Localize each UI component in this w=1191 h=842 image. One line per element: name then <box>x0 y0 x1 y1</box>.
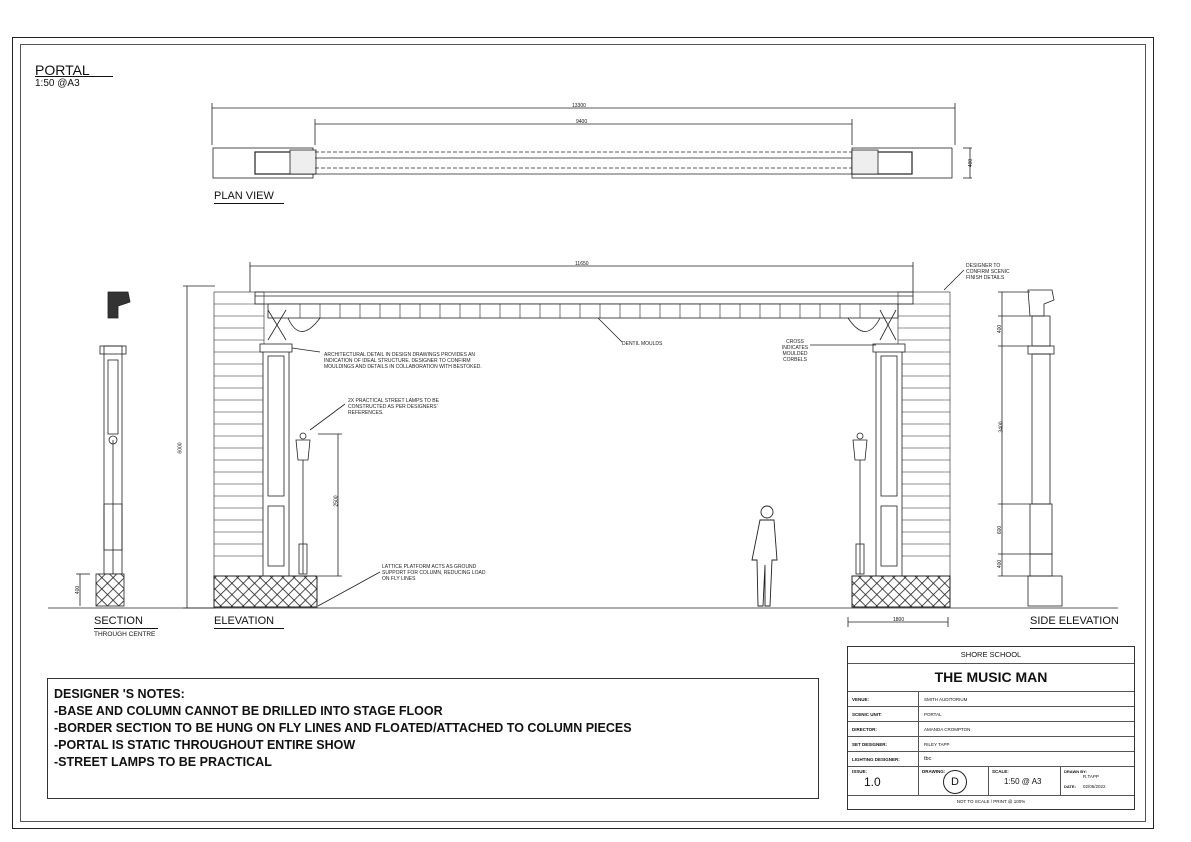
tb-divider <box>918 737 919 751</box>
annotation-lattice: LATTICE PLATFORM ACTS AS GROUND SUPPORT FOR COLUMN, REDUCING LOAD ON FLY LINES <box>382 564 486 582</box>
notes-line: -BORDER SECTION TO BE HUNG ON FLY LINES AND FLOATED/ATTACHED TO COLUMN PIECES <box>54 721 632 735</box>
label-plan-view: PLAN VIEW <box>214 190 274 202</box>
tb-issue-row <box>848 767 1134 796</box>
tb-set: RILEY TAPP <box>924 742 950 747</box>
annotation-cross: CROSS INDICATES MOULDED CORBELS <box>781 339 809 363</box>
dim-elev-height: 6000 <box>177 442 184 454</box>
dim-side-top: 400 <box>997 324 1004 334</box>
sheet-title: PORTAL <box>35 62 90 78</box>
tb-divider <box>918 707 919 721</box>
tb-divider <box>1060 767 1061 795</box>
plan-view <box>212 103 975 178</box>
tb-lighting-label: LIGHTING DESIGNER: <box>852 757 900 762</box>
tb-unit: PORTAL <box>924 712 942 717</box>
tb-divider <box>988 767 989 795</box>
tb-unit-row <box>848 707 1134 722</box>
tb-drawn-label: DRAWN BY: <box>1064 769 1087 774</box>
tb-production: THE MUSIC MAN <box>934 669 1048 685</box>
title-block <box>847 646 1135 810</box>
dim-side-mid: 3400 <box>998 421 1005 433</box>
tb-lighting: tbc <box>924 756 932 762</box>
elevation-underline <box>214 628 284 629</box>
tb-venue-label: VENUE: <box>852 697 870 702</box>
section-view <box>76 292 130 606</box>
tb-drawn: R.TAPP <box>1083 774 1099 779</box>
right-lamp <box>853 433 867 574</box>
dim-section-base: 400 <box>75 585 82 595</box>
designer-notes-box <box>47 678 819 799</box>
annotation-dentil: DENTIL MOULDS <box>622 341 663 347</box>
plan-underline <box>214 203 284 204</box>
side-elevation-view <box>998 290 1062 606</box>
label-section-sub: THROUGH CENTRE <box>94 631 156 638</box>
annotation-architectural: ARCHITECTURAL DETAIL IN DESIGN DRAWINGS PROVIDES AN INDICATION OF IDEAL STRUCTURE. DESIGNER TO CONFIRM MOULDINGS AND DETAILS IN COLLABORATION WITH BESTOKED. <box>324 352 482 370</box>
tb-director: AMANDA CROMPTON <box>924 727 971 732</box>
annotation-lamps: 2X PRACTICAL STREET LAMPS TO BE CONSTRUCTED AS PER DESIGNERS' REFERENCES. <box>348 398 439 416</box>
dim-side-base: 400 <box>997 559 1004 569</box>
right-rustication <box>898 292 950 576</box>
tb-drawing: D <box>943 770 967 794</box>
elevation-view <box>48 262 1118 627</box>
label-side-elevation: SIDE ELEVATION <box>1030 615 1119 627</box>
tb-venue-row <box>848 692 1134 707</box>
tb-footer: NOT TO SCALE / PRINT @ 100% <box>956 799 1026 804</box>
label-elevation: ELEVATION <box>214 615 275 627</box>
tb-set-row <box>848 737 1134 752</box>
tb-date-label: DATE: <box>1064 784 1076 789</box>
left-lamp <box>296 433 310 574</box>
side-elevation-underline <box>1030 628 1112 629</box>
tb-issue-label: ISSUE: <box>852 769 868 774</box>
notes-line: -STREET LAMPS TO BE PRACTICAL <box>54 755 272 769</box>
tb-divider <box>918 722 919 736</box>
tb-set-label: SET DESIGNER: <box>852 742 888 747</box>
dim-column-base: 1800 <box>893 617 905 623</box>
tb-drawing-label: DRAWING: <box>922 769 946 774</box>
dim-elev-width: 11650 <box>575 261 589 267</box>
annotation-designer-finish: DESIGNER TO CONFIRM SCENIC FINISH DETAILS <box>966 263 1010 281</box>
tb-scale: 1:50 @ A3 <box>1004 777 1042 786</box>
tb-director-label: DIRECTOR: <box>852 727 877 732</box>
human-figure <box>752 506 777 606</box>
sheet-scale: 1:50 @A3 <box>35 78 80 89</box>
tb-production-row <box>848 663 1134 692</box>
tb-lighting-row <box>848 752 1134 767</box>
tb-divider <box>918 752 919 766</box>
tb-unit-label: SCENIC UNIT: <box>852 712 882 717</box>
tb-issue: 1.0 <box>864 775 881 789</box>
dim-lamp-height: 2500 <box>333 495 340 507</box>
section-underline <box>94 628 158 629</box>
dim-plan-depth: 400 <box>968 158 975 168</box>
tb-date: 02/05/2022 <box>1083 784 1106 789</box>
tb-divider <box>918 692 919 706</box>
tb-school: SHORE SCHOOL <box>960 650 1022 659</box>
notes-line: -PORTAL IS STATIC THROUGHOUT ENTIRE SHOW <box>54 738 356 752</box>
tb-scale-label: SCALE: <box>992 769 1009 774</box>
tb-school-row <box>848 647 1134 664</box>
tb-director-row <box>848 722 1134 737</box>
notes-heading: DESIGNER 'S NOTES: <box>54 687 185 701</box>
notes-line: -BASE AND COLUMN CANNOT BE DRILLED INTO STAGE FLOOR <box>54 704 443 718</box>
tb-divider <box>918 767 919 795</box>
tb-venue: SMITH AUDITORIUM <box>924 697 968 702</box>
label-section: SECTION <box>94 615 143 627</box>
dim-plan-overall: 13300 <box>572 103 586 109</box>
dim-plan-inner: 9400 <box>576 119 588 125</box>
dim-side-low: 600 <box>997 525 1004 535</box>
left-rustication <box>214 292 264 576</box>
